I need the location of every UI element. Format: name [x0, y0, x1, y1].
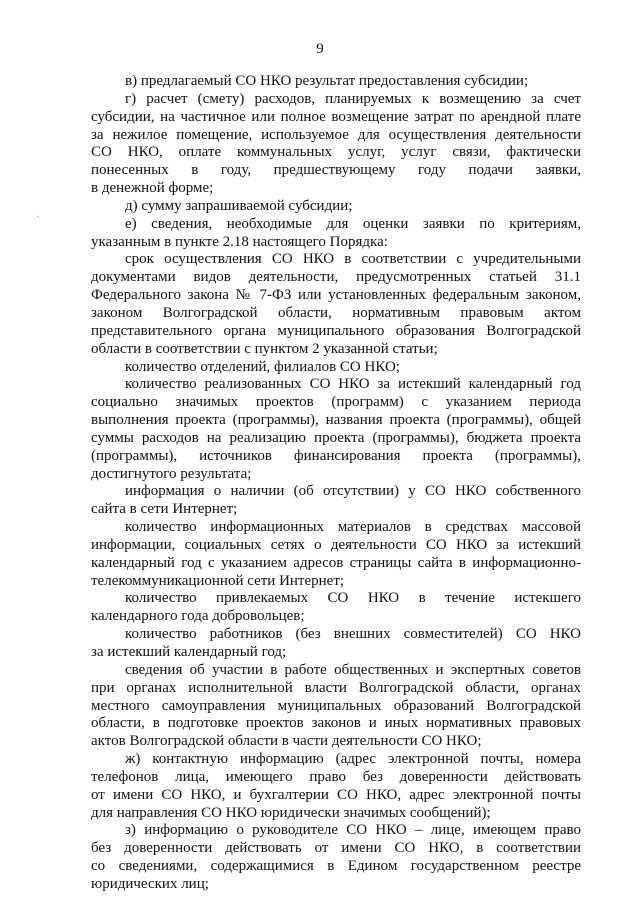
paragraph-line: представительного органа муниципального образования Волгоградской [91, 322, 581, 339]
paragraph-line: в) предлагаемый СО НКО результат предоставления субсидии; [125, 73, 529, 89]
paragraph-line: законом Волгоградской области, нормативным правовым актом [91, 304, 581, 321]
paragraph-line: информации, социальных сетях о деятельности СО НКО за истекший [91, 536, 581, 553]
document-body [91, 73, 581, 894]
paragraph-line: указанным в пункте 2.18 настоящего Порядка: [91, 233, 388, 250]
paragraph-line: субсидии, на частичное или полное возмещение затрат по арендной плате [91, 108, 581, 125]
paragraph-line: количество информационных материалов в средствах массовой [125, 519, 581, 536]
paragraph-srok [91, 251, 581, 358]
paragraph-line: области, в подготовке проектов законов и иных нормативных правовых [91, 715, 581, 732]
paragraph-line: выполнения проекта (программы), названия проекта (программы), общей [91, 412, 581, 429]
paragraph-d [91, 198, 581, 216]
paragraph-line: сведения об участии в работе общественных и экспертных советов [125, 661, 581, 678]
paragraph-line: з) информацию о руководителе СО НКО – лице, имеющем право [125, 822, 581, 839]
paragraph-e [91, 216, 581, 252]
page-number: 9 [316, 41, 324, 57]
paragraph-line: области в соответствии с пунктом 2 указанной статьи; [91, 340, 438, 357]
paragraph-line: г) расчет (смету) расходов, планируемых к возмещению за счет [125, 90, 581, 107]
paragraph-proekty [91, 376, 581, 483]
paragraph-sait [91, 483, 581, 519]
paragraph-line: актов Волгоградской области в части деятельности СО НКО; [91, 733, 482, 750]
paragraph-line: календарного года добровольцев; [91, 608, 305, 625]
paragraph-line: Федерального закона № 7-ФЗ или установленных федеральным законом, [91, 287, 581, 304]
paragraph-zh [91, 751, 581, 822]
paragraph-line: срок осуществления СО НКО в соответствии с учредительными [125, 251, 581, 268]
paragraph-line: понесенных в году, предшествующему году подачи заявки, [91, 162, 581, 179]
paragraph-dobrovoltsy [91, 590, 581, 626]
paragraph-line: ж) контактную информацию (адрес электронной почты, номера [125, 751, 581, 768]
paragraph-line: юридических лиц; [91, 875, 209, 892]
paragraph-line: количество работников (без внешних совместителей) СО НКО [125, 626, 581, 643]
paragraph-sovety [91, 662, 581, 751]
paragraph-rabotniki [91, 626, 581, 662]
paragraph-line: без доверенности действовать от имени СО НКО, в соответствии [91, 840, 581, 857]
paragraph-line: от имени СО НКО, и бухгалтерии СО НКО, адрес электронной почты [91, 786, 581, 803]
paragraph-z [91, 822, 581, 893]
paragraph-line: количество отделений, филиалов СО НКО; [125, 358, 400, 375]
paragraph-line: достигнутого результата; [91, 465, 252, 482]
paragraph-line: (программы), источников финансирования проекта (программы), [91, 447, 581, 464]
paragraph-otdeleniya [91, 359, 581, 377]
paragraph-line: д) сумму запрашиваемой субсидии; [125, 197, 353, 214]
paragraph-line: документами видов деятельности, предусмотренных статьей 31.1 [91, 269, 581, 286]
paragraph-line: суммы расходов на реализацию проекта (программы), бюджета проекта [91, 429, 581, 446]
paragraph-line: количество привлекаемых СО НКО в течение истекшего [125, 590, 581, 607]
paragraph-line: за истекший календарный год; [91, 644, 287, 660]
paragraph-line: со сведениями, содержащимися в Едином государственном реестре [91, 858, 581, 875]
paragraph-line: телефонов лица, имеющего право без доверенности действовать [91, 768, 581, 785]
paragraph-line: СО НКО, оплате коммунальных услуг, услуг связи, фактически [91, 144, 581, 161]
paragraph-line: информация о наличии (об отсутствии) у СО НКО собственного [125, 483, 581, 500]
paragraph-line: за нежилое помещение, используемое для осуществления деятельности [91, 126, 581, 143]
paragraph-line: социально значимых проектов (программ) с указанием периода [91, 394, 581, 411]
paragraph-v [91, 73, 581, 91]
paragraph-line: календарный год с указанием адресов страницы сайта в информационно- [91, 554, 581, 571]
scan-artifact: · [36, 212, 40, 223]
paragraph-line: телекоммуникационной сети Интернет; [91, 572, 345, 589]
paragraph-line: для направления СО НКО юридически значимых сообщений); [91, 804, 491, 821]
paragraph-line: сайта в сети Интернет; [91, 501, 238, 518]
paragraph-line: местного самоуправления муниципальных образований Волгоградской [91, 697, 581, 714]
paragraph-g [91, 91, 581, 198]
paragraph-line: при органах исполнительной власти Волгоградской области, органах [91, 679, 581, 696]
paragraph-smi [91, 519, 581, 590]
paragraph-line: е) сведения, необходимые для оценки заявки по критериям, [125, 215, 581, 232]
paragraph-line: количество реализованных СО НКО за истекший календарный год [125, 376, 581, 393]
paragraph-line: в денежной форме; [91, 180, 214, 197]
